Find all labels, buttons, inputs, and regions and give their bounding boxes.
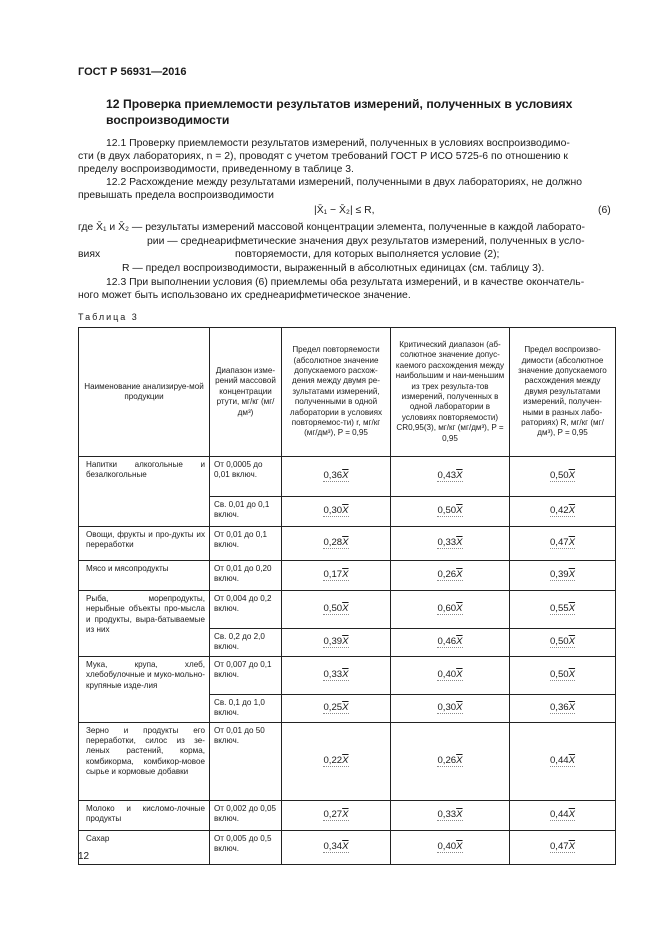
value-text: 0,47: [549, 537, 569, 549]
range-cell: От 0,005 до 0,5 включ.: [210, 830, 282, 864]
mean-symbol: $\overline{X}$: [568, 603, 576, 615]
product-cell: Мясо и мясопродукты: [79, 561, 210, 591]
value-text: 0,42: [549, 505, 569, 517]
product-cell: Молоко и кисломо-лочные продукты: [79, 800, 210, 830]
mean-symbol: $\overline{X}$: [456, 470, 463, 482]
mean-symbol: $\overline{X}$: [342, 702, 349, 714]
value-text: 0,50: [549, 669, 569, 681]
value-text: 0,50: [549, 470, 569, 482]
paragraph-12-3-line1: 12.3 При выполнении условия (6) приемлемы оба результата измерений, и в качестве окончатель-: [106, 277, 585, 288]
value-text: 0,44: [549, 808, 569, 820]
value-text: 0,60: [437, 603, 457, 615]
document-header: ГОСТ Р 56931—2016: [78, 66, 187, 78]
critical-range-cell: [391, 527, 510, 561]
paragraph-12-2-line1: 12.2 Расхождение между результатами измерений, полученными в двух лабораториях, не должно: [106, 177, 583, 188]
value-text: 0,46: [437, 636, 457, 648]
mean-symbol: $\overline{X}$: [568, 470, 576, 482]
mean-symbol: $\overline{X}$: [342, 537, 349, 549]
critical-range-cell: [391, 591, 510, 629]
range-cell: От 0,0005 до 0,01 включ.: [210, 457, 282, 497]
repeatability-cell: [282, 694, 391, 722]
header-reproducibility: Предел воспроизво-димости (абсолютное значение допускаемого расхождения между двумя результатами измерений, получен-ными в разных лабо-раториях) R, мг/кг (мг/дм³), P = 0,95: [510, 328, 616, 457]
repeatability-cell: [282, 497, 391, 527]
range-cell: От 0,01 до 0,20 включ.: [210, 561, 282, 591]
paragraph-12-3-line2: ного может быть использовано их среднеарифметическое значение.: [78, 290, 411, 301]
critical-range-cell: [391, 457, 510, 497]
range-cell: От 0,004 до 0,2 включ.: [210, 591, 282, 629]
repeatability-cell: [282, 830, 391, 864]
value-text: 0,26: [437, 569, 457, 581]
mean-symbol: $\overline{X}$: [568, 636, 576, 648]
mean-symbol: $\overline{X}$: [342, 505, 349, 517]
mean-symbol: $\overline{X}$: [456, 636, 463, 648]
header-range: Диапазон изме-рений массовой концентрации ртути, мг/кг (мг/дм³): [210, 328, 282, 457]
mean-symbol: $\overline{X}$: [568, 569, 576, 581]
mean-symbol: $\overline{X}$: [456, 569, 463, 581]
value-text: 0,27: [323, 808, 343, 820]
critical-range-cell: [391, 722, 510, 800]
critical-range-cell: [391, 830, 510, 864]
repeatability-cell: [282, 629, 391, 657]
value-text: 0,44: [549, 754, 569, 766]
reproducibility-cell: [510, 591, 616, 629]
range-cell: Св. 0,1 до 1,0 включ.: [210, 694, 282, 722]
table-row: [79, 656, 616, 694]
mean-symbol: $\overline{X}$: [568, 505, 576, 517]
mean-symbol: $\overline{X}$: [342, 603, 349, 615]
table-caption: Таблица 3: [78, 312, 139, 322]
table-row: [79, 800, 616, 830]
repeatability-cell: [282, 591, 391, 629]
header-critical-range: Критический диапазон (аб-солютное значение допус-каемого расхождения между наибольшим и наи-меньшим из трех результа-тов измерений, полученных в одной лаборатории в условиях повторяемости) CR0,95(3), мг/кг (мг/дм³), P = 0,95: [391, 328, 510, 457]
value-text: 0,26: [437, 754, 457, 766]
mean-symbol: $\overline{X}$: [342, 470, 349, 482]
critical-range-cell: [391, 656, 510, 694]
header-product: Наименование анализируе-мой продукции: [79, 328, 210, 457]
paragraph-12-1-line2: сти (в двух лабораториях, n = 2), проводят с учетом требований ГОСТ Р ИСО 5725-6 по отношению к: [78, 151, 568, 162]
mean-symbol: $\overline{X}$: [568, 754, 576, 766]
repeatability-cell: [282, 656, 391, 694]
reproducibility-cell: [510, 694, 616, 722]
value-text: 0,30: [323, 505, 343, 517]
reproducibility-cell: [510, 800, 616, 830]
mean-symbol: $\overline{X}$: [342, 840, 349, 852]
reproducibility-cell: [510, 561, 616, 591]
value-text: 0,55: [549, 603, 569, 615]
value-text: 0,39: [549, 569, 569, 581]
value-text: 0,25: [323, 702, 343, 714]
mean-symbol: $\overline{X}$: [342, 569, 349, 581]
mean-symbol: $\overline{X}$: [456, 840, 463, 852]
where-line3-prefix: виях: [78, 249, 101, 260]
range-cell: Св. 0,2 до 2,0 включ.: [210, 629, 282, 657]
value-text: 0,40: [437, 669, 457, 681]
product-cell: Сахар: [79, 830, 210, 864]
product-cell: Зерно и продукты его переработки, силос из зе-леных растений, корма, комбикорма, комбикор-мовое сырье и кормовые добавки: [79, 722, 210, 800]
reproducibility-cell: [510, 457, 616, 497]
mean-symbol: $\overline{X}$: [456, 669, 463, 681]
value-text: 0,17: [323, 569, 343, 581]
mean-symbol: $\overline{X}$: [568, 702, 576, 714]
reproducibility-cell: [510, 722, 616, 800]
mean-symbol: $\overline{X}$: [568, 537, 576, 549]
paragraph-12-1-line3: пределу воспроизводимости, приведенному в таблице 3.: [78, 164, 354, 175]
value-text: 0,36: [323, 470, 343, 482]
section-title: 12 Проверка приемлемости результатов измерений, полученных в условиях воспроизводимости: [106, 97, 573, 127]
value-text: 0,30: [437, 702, 457, 714]
value-text: 0,43: [437, 470, 457, 482]
mean-symbol: $\overline{X}$: [456, 603, 463, 615]
value-text: 0,22: [323, 754, 343, 766]
mean-symbol: $\overline{X}$: [342, 808, 349, 820]
critical-range-cell: [391, 629, 510, 657]
mean-symbol: $\overline{X}$: [568, 840, 576, 852]
value-text: 0,34: [323, 840, 343, 852]
value-text: 0,33: [437, 808, 457, 820]
value-text: 0,50: [323, 603, 343, 615]
page-number: 12: [78, 851, 90, 862]
value-text: 0,33: [437, 537, 457, 549]
value-text: 0,36: [549, 702, 569, 714]
mean-symbol: $\overline{X}$: [456, 505, 463, 517]
critical-range-cell: [391, 800, 510, 830]
critical-range-cell: [391, 694, 510, 722]
repeatability-cell: [282, 722, 391, 800]
table-row: [79, 561, 616, 591]
where-line2: рии — среднеарифметические значения двух результатов измерений, полученных в усло-: [147, 236, 585, 247]
value-text: 0,39: [323, 636, 343, 648]
product-cell: Мука, крупа, хлеб, хлебобулочные и муко-мольно-крупяные изде-лия: [79, 656, 210, 722]
repeatability-cell: [282, 527, 391, 561]
table-row: [79, 722, 616, 800]
product-cell: Напитки алкогольные и безалкогольные: [79, 457, 210, 527]
reproducibility-cell: [510, 656, 616, 694]
range-cell: От 0,007 до 0,1 включ.: [210, 656, 282, 694]
mean-symbol: $\overline{X}$: [456, 808, 463, 820]
table-row: [79, 591, 616, 629]
value-text: 0,28: [323, 537, 343, 549]
paragraph-12-1-line1: 12.1 Проверку приемлемости результатов измерений, полученных в условиях воспроизводимо-: [106, 138, 570, 149]
precision-table: [78, 327, 616, 865]
critical-range-cell: [391, 497, 510, 527]
header-repeatability: Предел повторяемости (абсолютное значение допускаемого расхож-дения между двумя ре-зультатами измерений, полученными в одной лаборатории в условиях повторяемос-ти) r, мг/кг (мг/дм³), P = 0,95: [282, 328, 391, 457]
range-cell: От 0,01 до 50 включ.: [210, 722, 282, 800]
value-text: 0,47: [549, 840, 569, 852]
range-cell: От 0,002 до 0,05 включ.: [210, 800, 282, 830]
range-cell: От 0,01 до 0,1 включ.: [210, 527, 282, 561]
value-text: 0,50: [549, 636, 569, 648]
mean-symbol: $\overline{X}$: [456, 537, 463, 549]
formula: |X̄₁ − X̄₂| ≤ R,: [314, 205, 375, 216]
table-row: [79, 457, 616, 497]
mean-symbol: $\overline{X}$: [456, 754, 463, 766]
repeatability-cell: [282, 800, 391, 830]
table-row: [79, 830, 616, 864]
reproducibility-cell: [510, 497, 616, 527]
mean-symbol: $\overline{X}$: [456, 702, 463, 714]
table-row: [79, 527, 616, 561]
value-text: 0,50: [437, 505, 457, 517]
formula-number: (6): [598, 205, 611, 216]
value-text: 0,33: [323, 669, 343, 681]
paragraph-12-2-line2: превышать предела воспроизводимости: [78, 190, 274, 201]
where-line4: R — предел воспроизводимости, выраженный в абсолютных единицах (см. таблицу 3).: [122, 263, 545, 274]
range-cell: Св. 0,01 до 0,1 включ.: [210, 497, 282, 527]
repeatability-cell: [282, 561, 391, 591]
value-text: 0,40: [437, 840, 457, 852]
where-line1: где X̄₁ и X̄₂ — результаты измерений массовой концентрации элемента, полученные в каждой лаборато-: [78, 222, 585, 233]
mean-symbol: $\overline{X}$: [568, 669, 576, 681]
reproducibility-cell: [510, 527, 616, 561]
product-cell: Овощи, фрукты и про-дукты их переработки: [79, 527, 210, 561]
critical-range-cell: [391, 561, 510, 591]
product-cell: Рыба, морепродукты, нерыбные объекты про-мысла и продукты, выра-батываемые из них: [79, 591, 210, 657]
mean-symbol: $\overline{X}$: [342, 754, 349, 766]
mean-symbol: $\overline{X}$: [342, 669, 349, 681]
reproducibility-cell: [510, 629, 616, 657]
reproducibility-cell: [510, 830, 616, 864]
repeatability-cell: [282, 457, 391, 497]
mean-symbol: $\overline{X}$: [568, 808, 576, 820]
where-line3: повторяемости, для которых выполняется условие (2);: [235, 249, 500, 260]
mean-symbol: $\overline{X}$: [342, 636, 349, 648]
